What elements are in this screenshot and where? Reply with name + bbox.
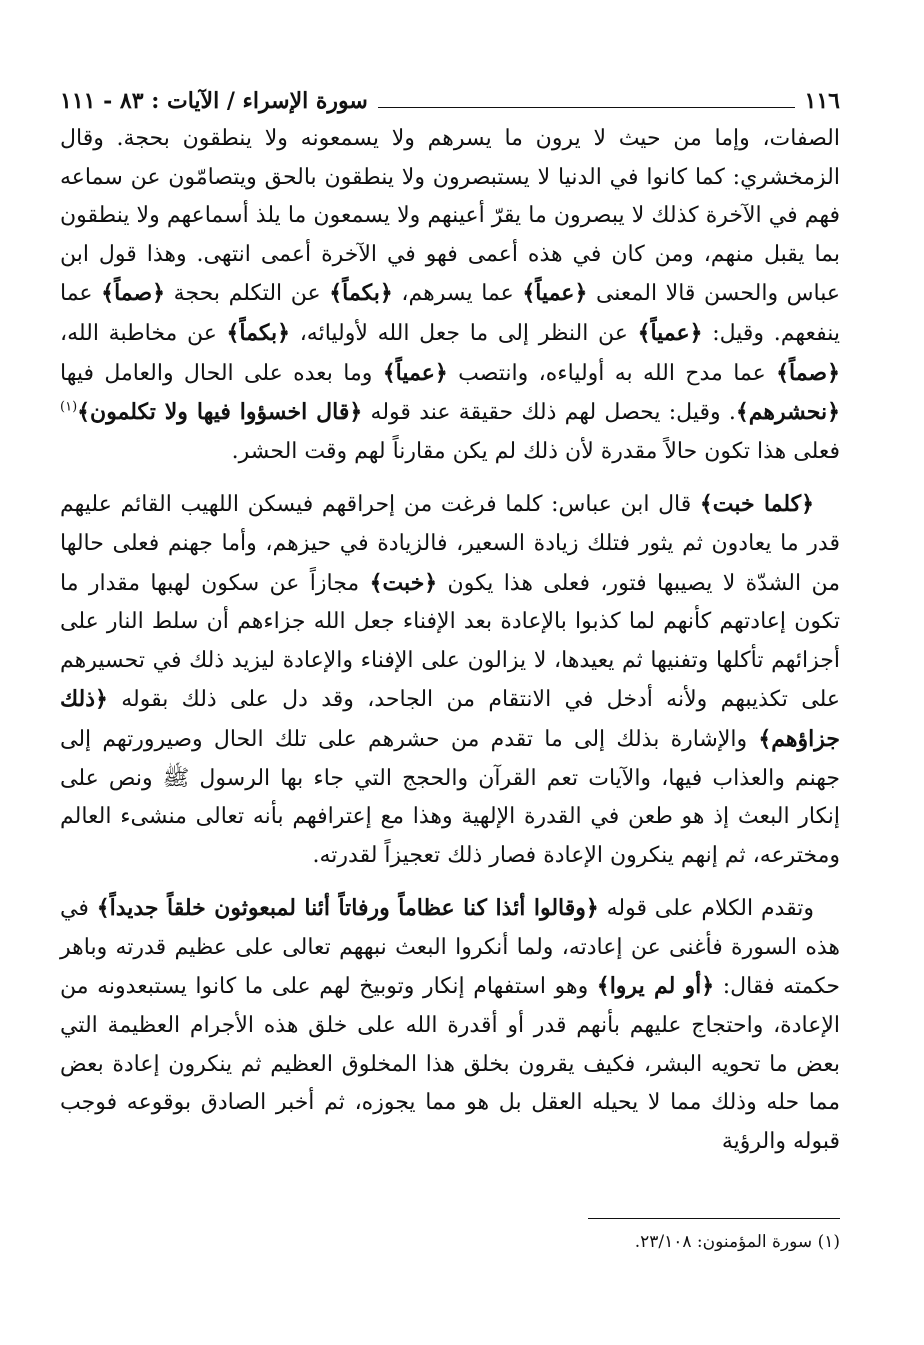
quran-quote xyxy=(329,280,392,306)
page-header xyxy=(60,80,840,114)
quran-quote xyxy=(101,280,165,306)
quote-close-mark: ﴾ xyxy=(101,280,115,307)
quran-quote xyxy=(597,973,714,999)
quran-quote xyxy=(736,399,840,425)
quote-close-mark: ﴾ xyxy=(382,359,396,386)
quote-close-mark: ﴾ xyxy=(596,973,610,1000)
quote-open-mark: ﴿ xyxy=(585,895,599,922)
quote-close-mark: ﴾ xyxy=(735,399,749,426)
quote-open-mark: ﴿ xyxy=(95,686,108,713)
quote-open-mark: ﴿ xyxy=(434,359,448,386)
body-text-run: فعلى هذا تكون حالاً مقدرة لأن ذلك لم يكن مقارناً لهم وقت الحشر. xyxy=(231,438,840,464)
quote-text: نحشرهم xyxy=(748,399,828,426)
body-text-run: وما بعده على الحال والعامل فيها xyxy=(60,360,383,386)
quote-text: بكماً xyxy=(342,280,380,307)
body-text-run: عن النظر إلى ما جعل الله لأوليائه، xyxy=(290,320,638,346)
quote-text: قال اخسؤوا فيها ولا تكلمون xyxy=(90,399,350,426)
body-text-run: عن التكلم بحجة xyxy=(165,281,330,307)
quote-open-mark: ﴿ xyxy=(574,280,588,307)
footnote-rule xyxy=(588,1218,840,1219)
quote-open-mark: ﴿ xyxy=(801,491,814,518)
quote-open-mark: ﴿ xyxy=(701,973,715,1000)
body-text-run: عن مخاطبة الله، xyxy=(60,320,227,346)
body-text-run: عما يسرهم، xyxy=(392,281,523,307)
quote-open-mark: ﴿ xyxy=(689,319,703,346)
paragraph xyxy=(60,120,840,471)
quran-quote xyxy=(227,320,290,346)
quran-quote xyxy=(383,360,448,386)
quran-quote xyxy=(700,491,814,517)
quran-quote xyxy=(776,360,840,386)
quran-quote xyxy=(522,280,587,306)
page-number: ١١٦ xyxy=(804,88,840,114)
quran-quote xyxy=(97,895,599,921)
quote-close-mark: ﴾ xyxy=(77,399,91,426)
quote-text: ذلك جزاؤهم xyxy=(60,686,840,752)
quote-close-mark: ﴾ xyxy=(522,280,536,307)
quote-open-mark: ﴿ xyxy=(424,569,438,596)
paragraph xyxy=(60,889,840,1161)
body-text xyxy=(60,120,840,1161)
quote-text: أو لم يروا xyxy=(609,973,702,1000)
quote-open-mark: ﴿ xyxy=(349,399,363,426)
quote-open-mark: ﴿ xyxy=(277,319,291,346)
quote-text: عمياً xyxy=(535,280,575,307)
quote-text: عمياً xyxy=(650,319,690,346)
body-text-run: الصفات، وإما من حيث لا يرون ما يسرهم ولا يسمعونه ولا ينطقون بحجة. وقال الزمخشري: كما كانوا في الدنيا لا يستبصرون ولا ينطقون بالحق ويتصامّون عن سماعه فهم في الآخرة كذلك لا يبصرون ما يقرّ أعينهم ولا يسمعون ما يلذ أسماعهم ولا ينطقون بما يقبل منهم، ومن كان في هذه أعمى فهو في الآخرة أعمى انتهى. وهذا قول ابن عباس والحسن قالا المعنى xyxy=(60,126,841,307)
body-text-run: والإشارة بذلك إلى ما تقدم من حشرهم على تلك الحال وصيرورتهم إلى جهنم والعذاب فيها، والآيات تعم القرآن والحجج التي جاء بها الرسول ﷺ ونص على إنكار البعث إذ هو طعن في القدرة الإلهية وهذا مع إعترافهم بأنه تعالى منشىء العالم ومخترعه، ثم إنهم ينكرون الإعادة فصار ذلك تعجيزاً لقدرته. xyxy=(60,726,840,868)
quote-close-mark: ﴾ xyxy=(758,725,772,752)
body-text-run: وتقدم الكلام على قوله xyxy=(598,896,814,922)
quote-text: عمياً xyxy=(395,359,435,386)
quote-close-mark: ﴾ xyxy=(96,895,110,922)
body-text-run: في هذه السورة فأغنى عن إعادته، ولما أنكروا البعث نبههم تعالى على عظيم قدرته وباهر حكمته فقال: xyxy=(60,896,840,1000)
quote-close-mark: ﴾ xyxy=(699,491,713,518)
footnote-reference[interactable]: (١) xyxy=(60,399,78,415)
quote-close-mark: ﴾ xyxy=(369,569,383,596)
body-text-run: . وقيل: يحصل لهم ذلك حقيقة عند قوله xyxy=(362,400,736,426)
body-text-run: عما مدح الله به أولياءه، وانتصب xyxy=(447,360,777,386)
footnote: (١) سورة المؤمنون: ٢٣/١٠٨. xyxy=(634,1232,840,1252)
body-text-run: وهو استفهام إنكار وتوبيخ لهم على ما كانوا يستبعدونه من الإعادة، واحتجاج عليهم بأنهم قدر أو أقدرة الله على خلق هذه الأجرام العظيمة التي بعض ما تحويه البشر، فكيف يقرون بخلق هذا المخلوق العظيم ثم ينكرون إعادة بعض مما حله وذلك مما لا يحيله العقل بل هو مما يجوزه، ثم أخبر الصادق بوقوعه فوجب قبوله والرؤية xyxy=(60,974,840,1154)
running-title: سورة الإسراء / الآيات : ٨٣ - ١١١ xyxy=(60,88,368,114)
book-page xyxy=(60,80,840,1175)
quote-open-mark: ﴿ xyxy=(827,359,840,386)
quote-text: بكماً xyxy=(239,319,278,346)
quote-close-mark: ﴾ xyxy=(637,319,651,346)
body-text-run: قال ابن عباس: كلما فرغت من إحراقهم فيسكن اللهيب القائم عليهم قدر ما يعادون ثم يثور فتلك زيادة السعير، فالزيادة في حيزهم، وأما جهنم فعلى حالها من الشدّة لا يصيبها فتور، فعلى هذا يكون xyxy=(60,492,841,596)
quote-text: خبت xyxy=(382,569,425,596)
quote-close-mark: ﴾ xyxy=(226,319,240,346)
quote-text: كلما خبت xyxy=(712,491,802,518)
quote-close-mark: ﴾ xyxy=(776,359,789,386)
quran-quote xyxy=(370,570,438,596)
quote-text: وقالوا أئذا كنا عظاماً ورفاتاً أئنا لمبعوثون خلقاً جديداً xyxy=(109,895,586,922)
quote-text: صماً xyxy=(789,359,828,386)
paragraph xyxy=(60,485,840,875)
header-rule xyxy=(378,107,795,108)
quote-close-mark: ﴾ xyxy=(329,280,343,307)
quote-open-mark: ﴿ xyxy=(152,280,166,307)
quran-quote xyxy=(638,320,703,346)
quote-open-mark: ﴿ xyxy=(379,280,393,307)
quote-text: صماً xyxy=(114,280,153,307)
body-text-run: مجازاً عن سكون لهبها مقدار ما تكون إعادتهم كأنهم لما كذبوا بالإعادة بعد الإفناء جعل الله جزاءهم أن سلط النار على أجزائهم تأكلها وتفنيها ثم يعيدها، لا يزالون على الإفناء والإعادة ليزيد ذلك في تحسيرهم على تكذيبهم ولأنه أدخل في الانتقام من الجاحد، وقد دل على ذلك بقوله xyxy=(60,570,840,713)
quote-open-mark: ﴿ xyxy=(827,399,840,426)
body-text-run: عما ينفعهم. وقيل: xyxy=(60,281,841,346)
quran-quote xyxy=(77,399,362,425)
